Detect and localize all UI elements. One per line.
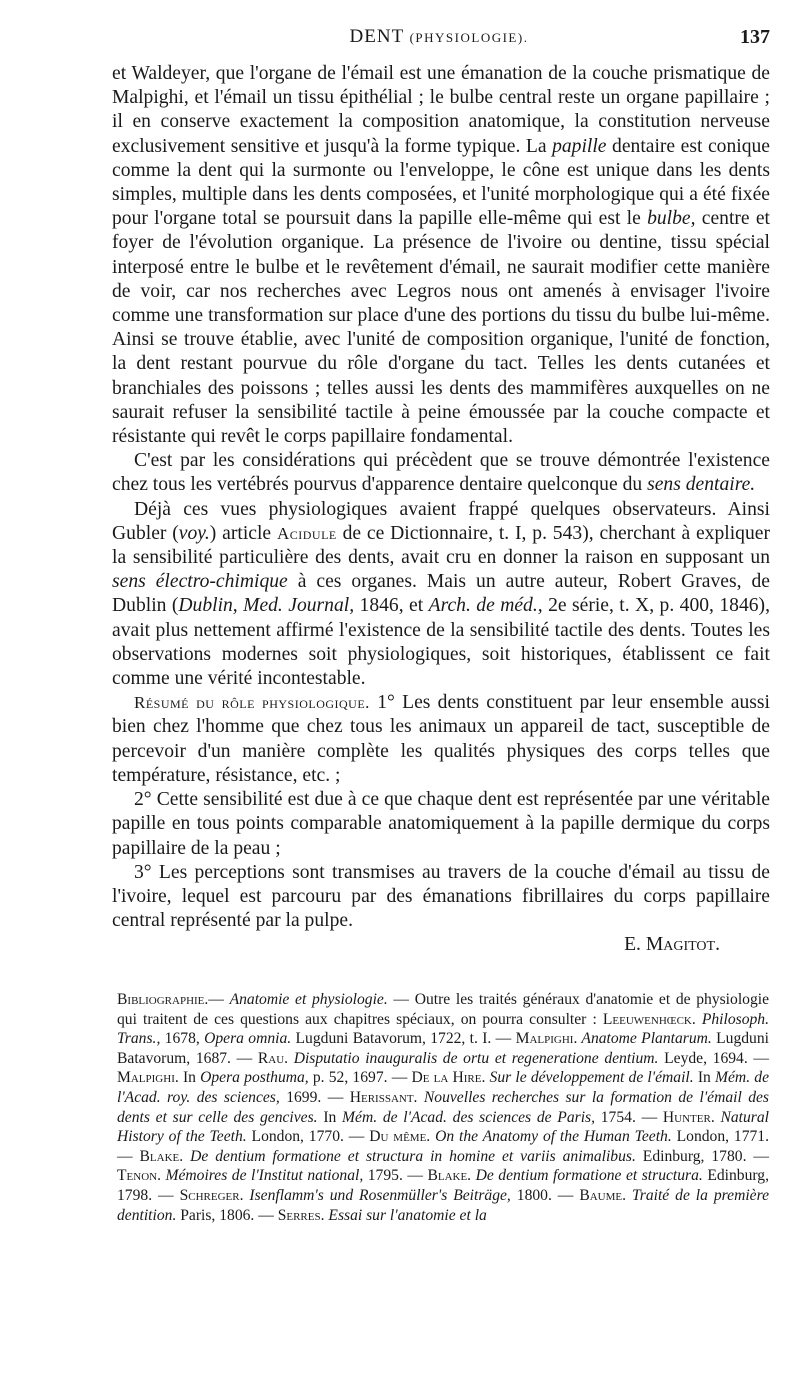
paragraph-1: et Waldeyer, que l'organe de l'émail est une émanation de la couche prismatique de Malpighi, et l'émail un tissu épithélial ; le bulbe central reste un organe papillaire ; il en conserve exactement la composition anatomique, la constitution nerveuse exclusivement sensitive et jusqu'à la forme typique. La papille dentaire est conique comme la dent qui la surmonte ou l'enveloppe, le cône est unique dans les dents simples, multiple dans les dents composées, et l'unité morphologique qui a été fixée pour l'organe total se poursuit dans la papille elle-même qui est le bulbe, centre et foyer de l'évolution organique. La présence de l'ivoire ou dentine, tissu spécial interposé entre le bulbe et le revêtement d'émail, ne saurait modifier cette manière de voir, car nos recherches avec Legros nous ont amenés à envisager l'ivoire comme une transformation sur place d'une des portions du tissu du bulbe lui-même. Ainsi se trouve établie, avec l'unité de composition organique, l'unité de fonction, la dent restant pourvue du rôle d'organe du tact. Telles les dents cutanées et branchiales des poissons ; telles aussi les dents des mammifères auxquelles on ne saurait refuser la sensibilité tactile à peine émoussée par la couche compacte et résistante qui revêt le corps papillaire fondamental. bbox=[112, 63, 770, 448]
bibliography-label: Bibliographie. bbox=[117, 991, 209, 1008]
title-main: DENT bbox=[349, 26, 404, 47]
bibliography bbox=[117, 990, 769, 1225]
page-number: 137 bbox=[740, 26, 770, 48]
author-signature: E. Magitot. bbox=[624, 934, 720, 956]
paragraph-3: Déjà ces vues physiologiques avaient frappé quelques observateurs. Ainsi Gubler (voy.) article Acidule de ce Dictionnaire, t. I, p. 543), cherchant à expliquer la sensibilité particulière des dents, avait cru en donner la raison en supposant un sens électro-chimique à ces organes. Mais un autre auteur, Robert Graves, de Dublin (Dublin, Med. Journal, 1846, et Arch. de méd., 2e série, t. X, p. 400, 1846), avait plus nettement affirmé l'existence de la sensibilité tactile des dents. Toutes les observations modernes soit physiologiques, soit historiques, établissent ce fait comme une vérité incontestable. bbox=[112, 498, 770, 690]
paragraph-4: Résumé du rôle physiologique. 1° Les dents constituent par leur ensemble aussi bien chez l'homme que chez tous les animaux un appareil de tact, susceptible de percevoir d'un manière complète les qualités physiques des corps telles que température, résistance, etc. ; bbox=[112, 692, 770, 786]
paragraph-5: 2° Cette sensibilité est due à ce que chaque dent est représentée par une véritable papille en tous points comparable anatomiquement à la papille dermique du corps papillaire de la peau ; bbox=[112, 789, 770, 859]
paragraph-6: 3° Les perceptions sont transmises au travers de la couche d'émail au tissu de l'ivoire, lequel est parcouru par des émanations fibrillaires du corps papillaire central représenté par la pulpe. bbox=[112, 861, 770, 932]
page-title bbox=[108, 26, 770, 48]
title-sub: (PHYSIOLOGIE). bbox=[409, 30, 529, 45]
running-header bbox=[108, 26, 770, 54]
bibliography-text: Bibliographie.— Anatomie et physiologie. — Outre les traités généraux d'anatomie et de physiologie qui traitent de ces questions aux chapitres spéciaux, on pourra consulter : Leeuwenhœck. Philosoph. Trans., 1678, Opera omnia. Lugduni Batavorum, 1722, t. I. — Malpighi. Anatome Plantarum. Lugduni Batavorum, 1687. — Rau. Disputatio inauguralis de ortu et regeneratione dentium. Leyde, 1694. — Malpighi. In Opera posthuma, p. 52, 1697. — De la Hire. Sur le développement de l'émail. In Mém. de l'Acad. roy. des sciences, 1699. — Herissant. Nouvelles recherches sur la formation de l'émail des dents et sur celle des gencives. In Mém. de l'Acad. des sciences de Paris, 1754. — Hunter. Natural History of the Teeth. London, 1770. — Du même. On the Anatomy of the Human Teeth. London, 1771. — Blake. De dentium formatione et structura in homine et variis animalibus. Edinburg, 1780. — Tenon. Mémoires de l'Institut national, 1795. — Blake. De dentium formatione et structura. Edinburg, 1798. — Schreger. Isenflamm's und Rosenmüller's Beiträge, 1800. — Baume. Traité de la première dentition. Paris, 1806. — Serres. Essai sur l'anatomie et la bbox=[117, 991, 770, 1224]
summary-heading: Résumé du rôle physiologique. bbox=[134, 693, 370, 713]
main-text bbox=[112, 62, 770, 958]
paragraph-2: C'est par les considérations qui précèdent que se trouve démontrée l'existence chez tous les vertébrés pourvus d'apparence dentaire quelconque du sens dentaire. bbox=[112, 450, 770, 496]
